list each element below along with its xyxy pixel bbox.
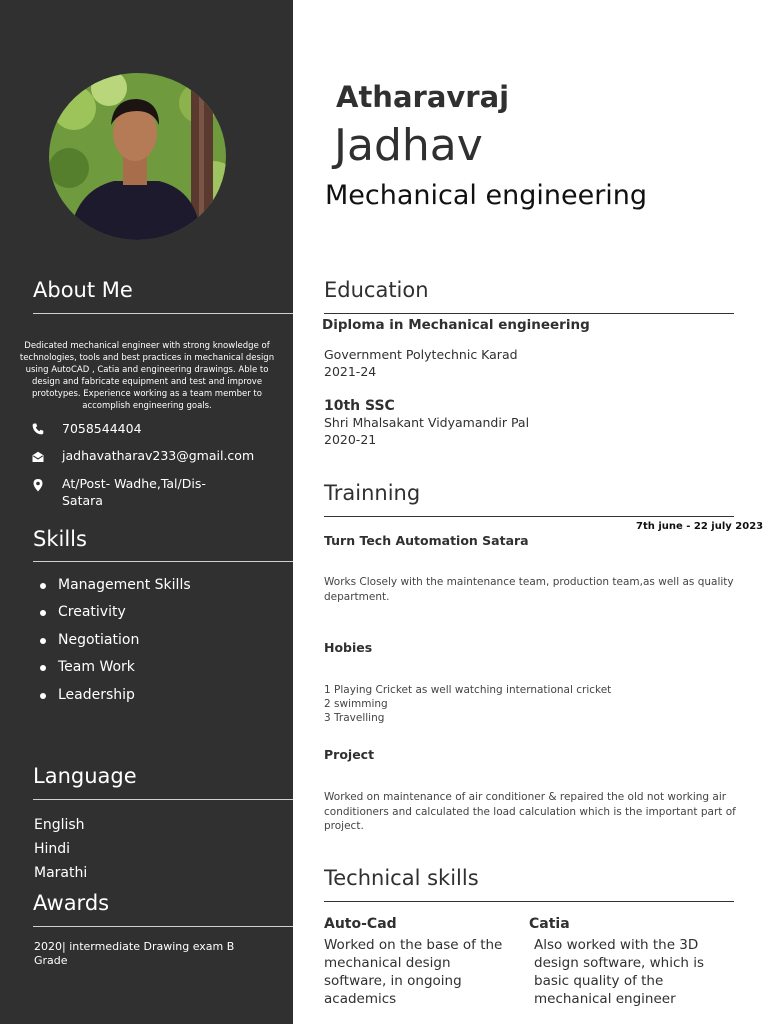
language-divider [33, 799, 293, 800]
skill-bullet [40, 665, 46, 671]
address-text: At/Post- Wadhe,Tal/Dis-Satara [62, 476, 206, 508]
skill-bullet [40, 610, 46, 616]
awards-heading: Awards [33, 891, 110, 915]
tech-skill-description: Worked on the base of the mechanical design software, in ongoing academics [324, 937, 503, 1007]
training-divider [324, 516, 734, 517]
email-icon [31, 450, 45, 464]
training-description: Works Closely with the maintenance team, production team,as well as quality department. [324, 576, 734, 603]
project-description: Worked on maintenance of air conditioner & repaired the old not working air conditioners and calculated the load calculation which is the important part of project. [324, 791, 736, 832]
phone-icon [31, 422, 45, 436]
tech-skill-name: Auto-Cad [324, 916, 397, 932]
technical-skills-heading: Technical skills [324, 866, 479, 890]
education-divider [324, 313, 734, 314]
hobby-item: 2 swimming [324, 698, 388, 710]
language-item: English [34, 817, 85, 833]
job-title: Mechanical engineering [325, 180, 648, 211]
tech-skill-name: Catia [529, 916, 570, 932]
skill-bullet [40, 638, 46, 644]
hobbies-heading: Hobies [324, 640, 373, 655]
skill-item: Negotiation [58, 632, 140, 648]
training-company: Turn Tech Automation Satara [324, 533, 529, 548]
project-heading: Project [324, 747, 375, 762]
award-text: 2020| intermediate Drawing exam B Grade [34, 940, 235, 967]
hobby-item: 1 Playing Cricket as well watching international cricket [324, 684, 612, 696]
first-name: Atharavraj [336, 80, 510, 114]
training-heading: Trainning [324, 481, 421, 505]
tech-skill-description: Also worked with the 3D design software, which is basic quality of the mechanical engineer [534, 937, 705, 1007]
ssc-school: Shri Mhalsakant Vidyamandir Pal [324, 415, 530, 430]
about-divider [33, 313, 293, 314]
profile-photo [49, 73, 226, 240]
skills-divider [33, 561, 293, 562]
skill-item: Leadership [58, 687, 135, 703]
diploma-years: 2021-24 [324, 364, 377, 379]
about-text: Dedicated mechanical engineer with strong knowledge of technologies, tools and best practices in mechanical design using AutoCAD , Catia and engineering drawings. Able to design and fabricate equipment and test and improve prototypes. Experience working as a team member to accomplish engineering goals. [19, 340, 275, 411]
hobby-item: 3 Travelling [324, 712, 385, 724]
technical-skills-divider [324, 901, 734, 902]
skills-heading: Skills [33, 527, 87, 551]
language-item: Marathi [34, 865, 88, 881]
awards-divider [33, 926, 293, 927]
about-heading: About Me [33, 278, 133, 302]
skill-item: Creativity [58, 604, 126, 620]
last-name: Jadhav [334, 120, 483, 171]
diploma-school: Government Polytechnic Karad [324, 347, 518, 362]
ssc-degree: 10th SSC [324, 398, 395, 414]
training-dates: 7th june - 22 july 2023 [636, 521, 764, 532]
email-text: jadhavatharav233@gmail.com [62, 448, 255, 463]
education-heading: Education [324, 278, 429, 302]
skill-bullet [40, 693, 46, 699]
ssc-years: 2020-21 [324, 432, 377, 447]
skill-bullet [40, 583, 46, 589]
language-item: Hindi [34, 841, 71, 857]
skill-item: Team Work [58, 659, 135, 675]
sidebar [0, 0, 293, 1024]
phone-text: 7058544404 [62, 421, 142, 436]
skill-item: Management Skills [58, 577, 191, 593]
profile-photo-image [49, 73, 226, 240]
language-heading: Language [33, 764, 137, 788]
location-pin-icon [31, 478, 45, 492]
diploma-degree: Diploma in Mechanical engineering [322, 317, 590, 333]
